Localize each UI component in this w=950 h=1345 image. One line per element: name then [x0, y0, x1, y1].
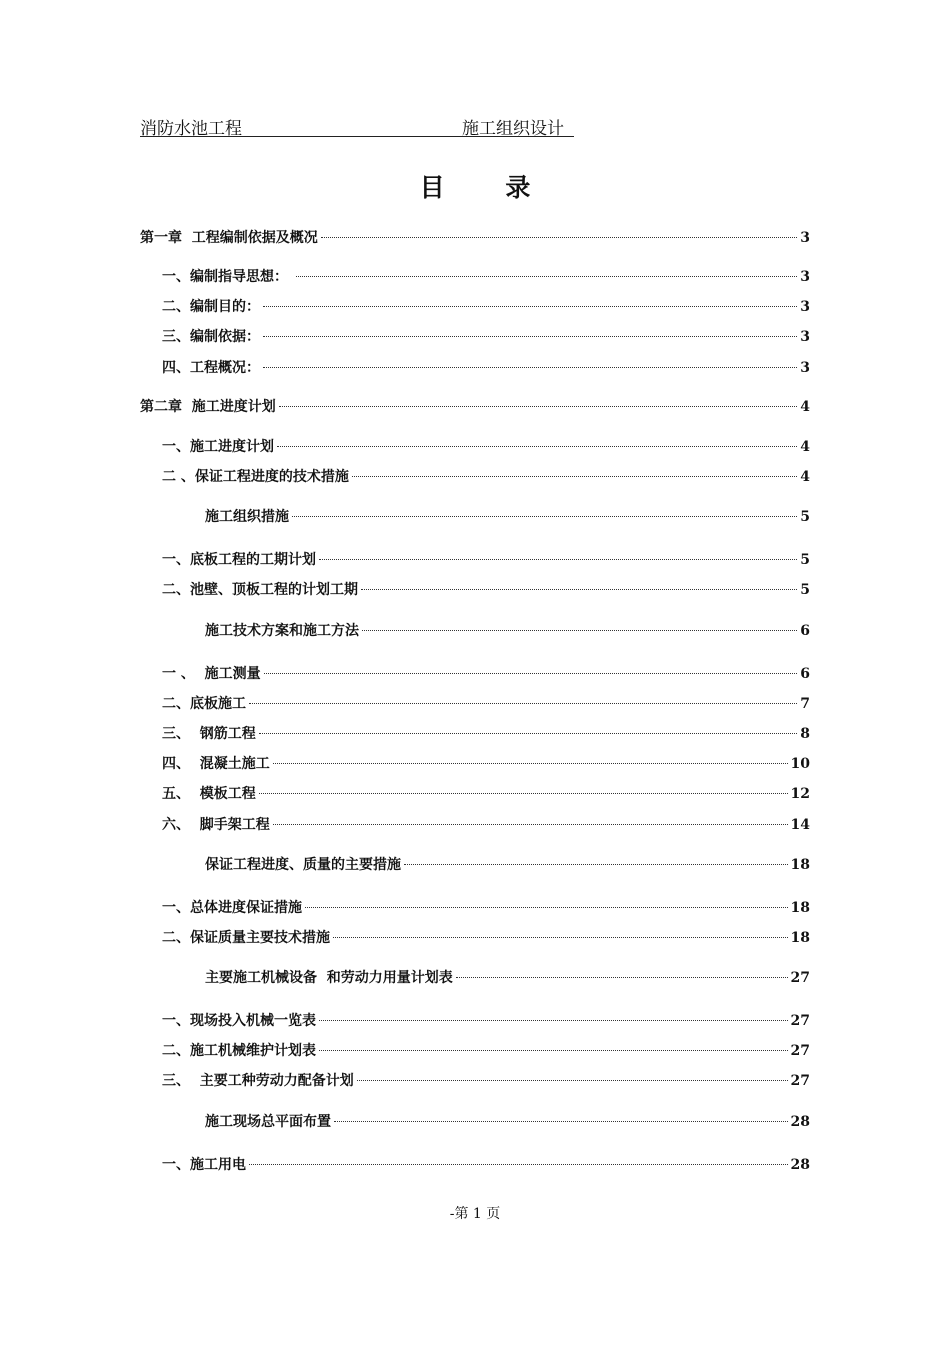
- toc-entry-label: 一、施工进度计划: [162, 439, 274, 455]
- toc-dot-leader: [334, 1121, 788, 1122]
- toc-entry-page: 4: [800, 469, 810, 485]
- toc-entry[interactable]: [162, 437, 810, 457]
- toc-entry-label: 二、底板施工: [162, 696, 246, 712]
- toc-dot-leader: [352, 476, 797, 477]
- toc-dot-leader: [263, 336, 797, 337]
- toc-entry[interactable]: [140, 397, 810, 417]
- toc-entry-label: 二、池壁、顶板工程的计划工期: [162, 582, 358, 598]
- page-header: [140, 114, 574, 137]
- header-doc-type: 施工组织设计: [462, 119, 564, 139]
- toc-entry-label: 二、保证质量主要技术措施: [162, 930, 330, 946]
- toc-entry-page: 27: [790, 1043, 810, 1059]
- toc-entry-label: 二 、保证工程进度的技术措施: [162, 469, 349, 485]
- toc-entry-label: 四、工程概况：: [162, 360, 260, 376]
- toc-entry[interactable]: [162, 327, 810, 347]
- toc-dot-leader: [249, 703, 797, 704]
- toc-entry[interactable]: [162, 724, 810, 744]
- toc-dot-leader: [296, 276, 797, 277]
- toc-title: 目 录: [419, 173, 557, 202]
- toc-dot-leader: [305, 907, 788, 908]
- toc-entry-label: 主要施工机械设备 和劳动力用量计划表: [205, 970, 453, 986]
- toc-entry-page: 18: [790, 900, 810, 916]
- toc-entry-label: 一、底板工程的工期计划: [162, 552, 316, 568]
- toc-entry-label: 三、编制依据：: [162, 329, 260, 345]
- toc-entry-page: 4: [800, 439, 810, 455]
- toc-entry[interactable]: [162, 550, 810, 570]
- toc-dot-leader: [259, 733, 798, 734]
- toc-dot-leader: [277, 446, 797, 447]
- toc-entry[interactable]: [162, 467, 810, 487]
- toc-dot-leader: [362, 630, 797, 631]
- toc-entry-label: 三、 钢筋工程: [162, 726, 256, 742]
- toc-dot-leader: [357, 1080, 788, 1081]
- toc-entry-label: 六、 脚手架工程: [162, 817, 270, 833]
- toc-dot-leader: [404, 864, 788, 865]
- toc-entry-page: 6: [800, 666, 810, 682]
- toc-dot-leader: [292, 516, 797, 517]
- toc-entry[interactable]: [162, 1071, 810, 1091]
- toc-entry-page: 3: [800, 360, 810, 376]
- toc-entry[interactable]: [162, 580, 810, 600]
- toc-entry[interactable]: [162, 267, 810, 287]
- toc-entry-label: 第一章 工程编制依据及概况: [140, 230, 318, 246]
- toc-entry-label: 一、现场投入机械一览表: [162, 1013, 316, 1029]
- toc-entry-page: 5: [800, 582, 810, 598]
- toc-entry-page: 27: [790, 970, 810, 986]
- toc-entry-label: 一、总体进度保证措施: [162, 900, 302, 916]
- toc-entry-page: 18: [790, 930, 810, 946]
- toc-entry-page: 12: [790, 786, 810, 802]
- header-project-name: 消防水池工程: [140, 119, 242, 139]
- toc-entry[interactable]: [205, 855, 810, 875]
- toc-entry-label: 施工技术方案和施工方法: [205, 623, 359, 639]
- toc-dot-leader: [279, 406, 798, 407]
- toc-entry[interactable]: [162, 1011, 810, 1031]
- toc-entry-page: 14: [790, 817, 810, 833]
- toc-dot-leader: [319, 1050, 788, 1051]
- toc-entry-page: 28: [790, 1114, 810, 1130]
- toc-entry-label: 一、编制指导思想：: [162, 269, 293, 285]
- toc-entry[interactable]: [205, 507, 810, 527]
- toc-entry-page: 3: [800, 230, 810, 246]
- toc-entry-page: 4: [800, 399, 810, 415]
- toc-entry[interactable]: [140, 228, 810, 248]
- toc-entry[interactable]: [162, 358, 810, 378]
- toc-dot-leader: [273, 824, 788, 825]
- toc-entry-page: 3: [800, 269, 810, 285]
- toc-dot-leader: [319, 1020, 788, 1021]
- toc-entry-label: 第二章 施工进度计划: [140, 399, 276, 415]
- toc-entry-label: 三、 主要工种劳动力配备计划: [162, 1073, 354, 1089]
- toc-dot-leader: [321, 237, 798, 238]
- toc-dot-leader: [259, 793, 788, 794]
- toc-entry-page: 5: [800, 509, 810, 525]
- toc-entry[interactable]: [162, 1041, 810, 1061]
- toc-dot-leader: [361, 589, 797, 590]
- toc-dot-leader: [264, 673, 798, 674]
- toc-entry-page: 27: [790, 1073, 810, 1089]
- toc-dot-leader: [333, 937, 788, 938]
- toc-entry[interactable]: [205, 1112, 810, 1132]
- toc-dot-leader: [319, 559, 797, 560]
- toc-entry-page: 3: [800, 329, 810, 345]
- toc-entry-label: 施工现场总平面布置: [205, 1114, 331, 1130]
- toc-entry[interactable]: [162, 297, 810, 317]
- toc-dot-leader: [273, 763, 788, 764]
- toc-entry-page: 7: [800, 696, 810, 712]
- toc-entry[interactable]: [162, 754, 810, 774]
- toc-entry[interactable]: [162, 898, 810, 918]
- toc-entry[interactable]: [162, 664, 810, 684]
- toc-entry-page: 10: [790, 756, 810, 772]
- toc-entry[interactable]: [205, 621, 810, 641]
- toc-entry-page: 6: [800, 623, 810, 639]
- toc-entry[interactable]: [162, 815, 810, 835]
- toc-dot-leader: [456, 977, 788, 978]
- toc-entry[interactable]: [162, 928, 810, 948]
- toc-entry[interactable]: [205, 968, 810, 988]
- toc-entry[interactable]: [162, 694, 810, 714]
- toc-entry-label: 二、施工机械维护计划表: [162, 1043, 316, 1059]
- toc-entry-page: 5: [800, 552, 810, 568]
- toc-entry-label: 二、编制目的：: [162, 299, 260, 315]
- toc-entry-page: 27: [790, 1013, 810, 1029]
- toc-entry-label: 一、施工用电: [162, 1157, 246, 1173]
- toc-entry-page: 18: [790, 857, 810, 873]
- page-number-footer: -第 1 页: [449, 1206, 501, 1222]
- toc-entry[interactable]: [162, 784, 810, 804]
- toc-entry-page: 8: [800, 726, 810, 742]
- toc-entry-page: 3: [800, 299, 810, 315]
- toc-dot-leader: [263, 306, 797, 307]
- toc-dot-leader: [249, 1164, 788, 1165]
- toc-entry-label: 施工组织措施: [205, 509, 289, 525]
- toc-entry-label: 五、 模板工程: [162, 786, 256, 802]
- toc-entry-page: 28: [790, 1157, 810, 1173]
- toc-entry-label: 保证工程进度、质量的主要措施: [205, 857, 401, 873]
- toc-entry[interactable]: [162, 1155, 810, 1175]
- toc-entry-label: 四、 混凝土施工: [162, 756, 270, 772]
- toc-dot-leader: [263, 367, 797, 368]
- toc-entry-label: 一 、 施工测量: [162, 666, 261, 682]
